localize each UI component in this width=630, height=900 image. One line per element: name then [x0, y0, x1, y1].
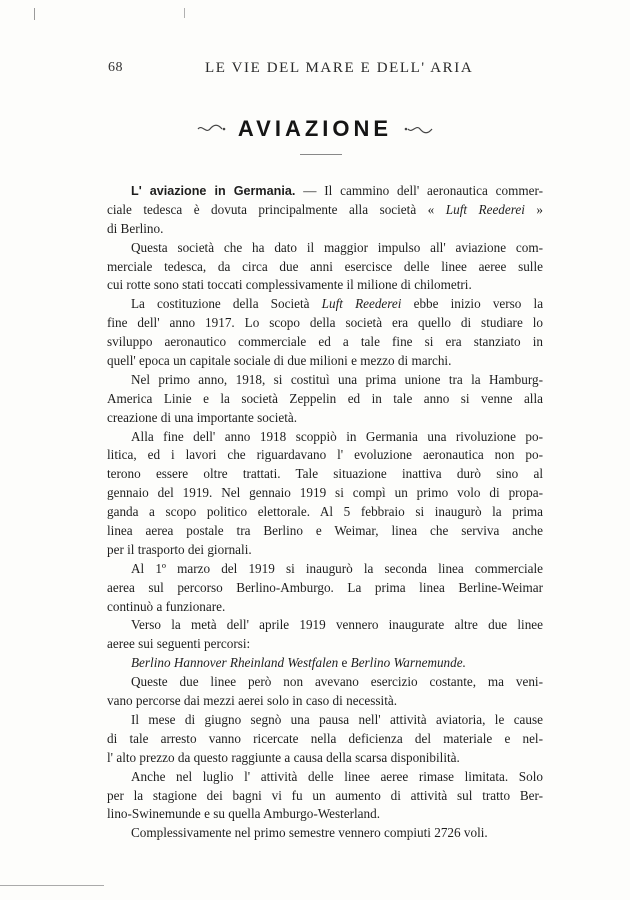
text-line: terono essere oltre trattati. Tale situazione inattiva durò sino al [107, 466, 543, 482]
text-line: ganda a scopo politico elettorale. Al 5 febbraio si inaugurò la prima [107, 504, 543, 520]
text-line: ciale tedesca è dovuta principalmente alla società « Luft Reederei » [107, 201, 543, 217]
right-ornament-icon [404, 123, 434, 135]
text-line: aerea sul percorso Berlino-Amburgo. La prima linea Berline-Weimar [107, 579, 543, 595]
text-line: Al 1º marzo del 1919 si inaugurò la seconda linea commerciale [131, 560, 543, 576]
section-title: AVIAZIONE [237, 116, 393, 141]
text-line: merciale tedesca, da circa due anni esercisce delle linee aeree sulle [107, 258, 543, 274]
article-heading: L' aviazione in Germania. [131, 184, 296, 198]
route-name: Berlino Warnemunde. [350, 655, 466, 671]
scan-mark [34, 8, 35, 20]
text-line: America Linie e la società Zeppelin ed in tale anno si venne alla [107, 390, 543, 406]
page-number: 68 [108, 60, 123, 75]
text-line: litica, ed i lavori che riguardavano l' evoluzione aeronautica non po- [107, 447, 543, 463]
text-line: gennaio del 1919. Nel gennaio 1919 si compì un primo volo di propa- [107, 485, 543, 501]
text-line: Questa società che ha dato il maggior impulso all' aviazione com- [131, 239, 543, 255]
text-line: Verso la metà dell' aprile 1919 vennero inaugurate altre due linee [131, 617, 543, 633]
text-line: aeree sui seguenti percorsi: [107, 636, 251, 652]
text-line: sviluppo aeronautico commerciale ed a tale fine si era stanziato in [107, 334, 543, 350]
title-divider [300, 154, 342, 155]
text-line: creazione di una importante società. [107, 409, 298, 425]
text-line: Nel primo anno, 1918, si costituì una prima unione tra la Hamburg- [131, 371, 543, 387]
text-line: di tale arresto vanno ricercate nella deficienza del materiale e nel- [107, 730, 543, 746]
scan-tick [184, 8, 185, 18]
text-line: vano percorse dai mezzi aerei solo in caso di necessità. [107, 693, 398, 709]
text-line: linea aerea postale tra Berlino e Weimar, linea che serviva anche [107, 523, 543, 539]
text-line: La costituzione della Società Luft Reederei ebbe inizio verso la [131, 296, 544, 312]
text-line: di Berlino. [107, 220, 164, 236]
scan-edge-line [0, 885, 104, 886]
text-line: Complessivamente nel primo semestre vennero compiuti 2726 voli. [131, 825, 488, 841]
text-line: continuò a funzionare. [107, 598, 226, 614]
company-name: Luft Reederei [445, 201, 525, 217]
company-name: Luft Reederei [321, 296, 402, 312]
text-line: lino-Swinemunde e su quella Amburgo-Westerland. [107, 806, 381, 822]
text-line: per la stagione dei bagni vi fu un aumento di attività sul tratto Ber- [107, 787, 543, 803]
section-title-row [0, 116, 630, 142]
route-name: Berlino Hannover Rheinland Westfalen [131, 655, 339, 671]
left-ornament-icon [196, 123, 226, 135]
text-line: quell' epoca un capitale sociale di due milioni e mezzo di marchi. [107, 353, 452, 369]
article-body [107, 182, 543, 843]
text-line: Anche nel luglio l' attività delle linee aeree rimase limitata. Solo [131, 768, 543, 784]
text-line: l' alto prezzo da questo raggiunte a causa della scarsa disponibilità. [107, 749, 460, 765]
text-line: Queste due linee però non avevano esercizio costante, ma veni- [131, 674, 543, 690]
text-line: fine dell' anno 1917. Lo scopo della società era quello di studiare lo [107, 315, 543, 331]
text-line: cui rotte sono stati toccati complessivamente il milione di chilometri. [107, 277, 472, 293]
text-line: per il trasporto dei giornali. [107, 541, 252, 557]
running-head: LE VIE DEL MARE E DELL' ARIA [205, 60, 474, 76]
text-line: Berlino Hannover Rheinland Westfalen e Berlino Warnemunde. [131, 655, 466, 671]
text-line: L' aviazione in Germania. — Il cammino dell' aeronautica commer- [131, 183, 544, 198]
text-line: Il mese di giugno segnò una pausa nell' attività aviatoria, le cause [131, 711, 543, 727]
text-line: Alla fine dell' anno 1918 scoppiò in Germania una rivoluzione po- [131, 428, 543, 444]
